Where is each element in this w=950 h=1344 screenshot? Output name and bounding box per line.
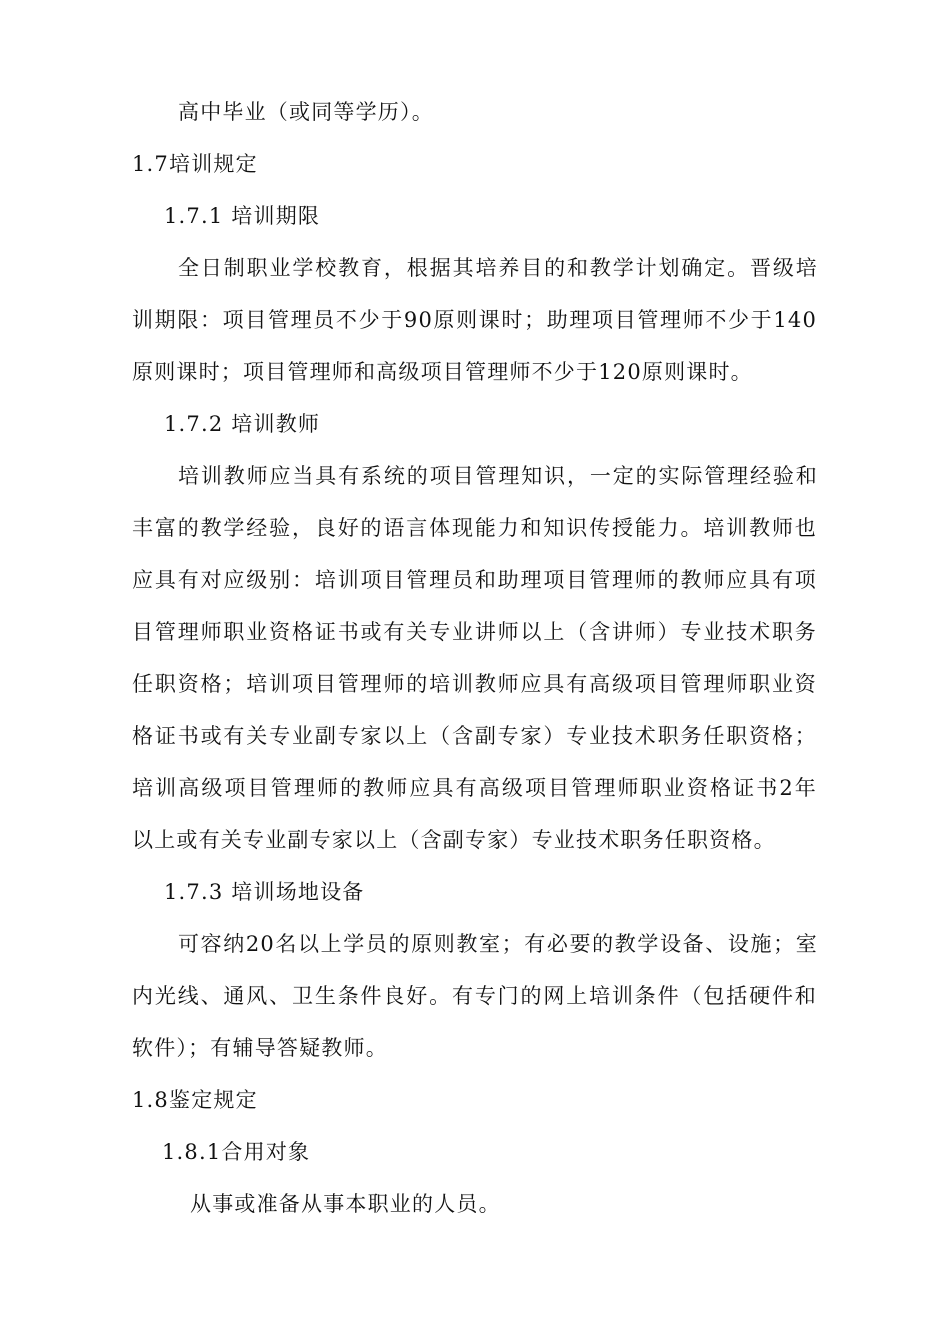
paragraph-2-line-1: 培训教师应当具有系统的项目管理知识，一定的实际管理经验和 [178,464,818,488]
paragraph-1-line-2: 训期限：项目管理员不少于90原则课时；助理项目管理师不少于140 [132,308,817,332]
subsection-heading-1-7-2: 1.7.2 培训教师 [164,412,321,436]
section-heading-1-8: 1.8鉴定规定 [132,1088,258,1112]
section-heading-1-7: 1.7培训规定 [132,152,258,176]
subsection-heading-1-7-3: 1.7.3 培训场地设备 [164,880,365,904]
paragraph-1-line-1: 全日制职业学校教育，根据其培养目的和教学计划确定。晋级培 [178,256,818,280]
paragraph-2-line-7: 培训高级项目管理师的教师应具有高级项目管理师职业资格证书2年 [132,776,817,800]
subsection-heading-1-8-1: 1.8.1合用对象 [162,1140,311,1164]
paragraph-1-line-3: 原则课时；项目管理师和高级项目管理师不少于120原则课时。 [132,360,753,384]
paragraph-3-line-1: 可容纳20名以上学员的原则教室；有必要的教学设备、设施；室 [178,932,818,956]
subsection-heading-1-7-1: 1.7.1 培训期限 [164,204,321,228]
paragraph-4-line-1: 从事或准备从事本职业的人员。 [190,1192,501,1216]
paragraph-2-line-4: 目管理师职业资格证书或有关专业讲师以上（含讲师）专业技术职务 [132,620,817,644]
paragraph-3-line-3: 软件）；有辅导答疑教师。 [132,1036,388,1060]
paragraph-2-line-5: 任职资格；培训项目管理师的培训教师应具有高级项目管理师职业资 [132,672,817,696]
paragraph-2-line-2: 丰富的教学经验，良好的语言体现能力和知识传授能力。培训教师也 [132,516,817,540]
text-line-1: 高中毕业（或同等学历）。 [178,100,434,124]
paragraph-3-line-2: 内光线、通风、卫生条件良好。有专门的网上培训条件（包括硬件和 [132,984,817,1008]
paragraph-2-line-3: 应具有对应级别：培训项目管理员和助理项目管理师的教师应具有项 [132,568,817,592]
paragraph-2-line-8: 以上或有关专业副专家以上（含副专家）专业技术职务任职资格。 [132,828,776,852]
paragraph-2-line-6: 格证书或有关专业副专家以上（含副专家）专业技术职务任职资格； [132,724,817,748]
